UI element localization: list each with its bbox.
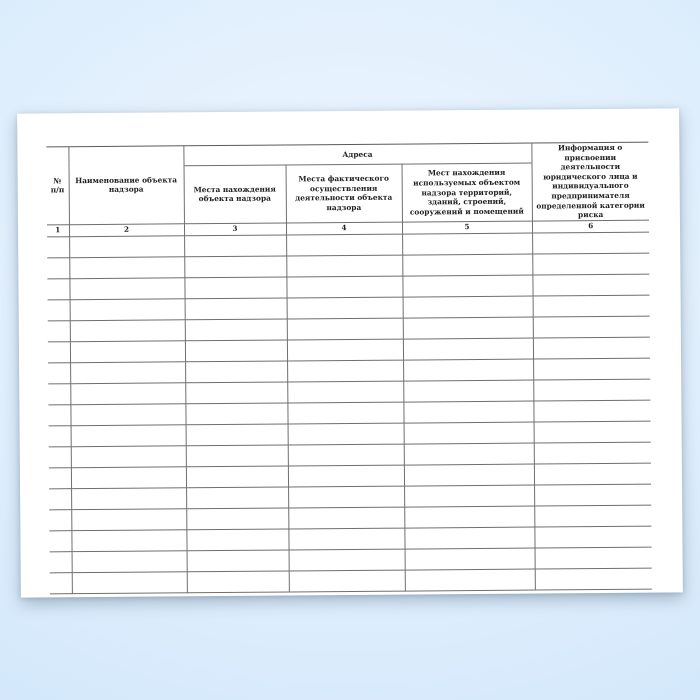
table-cell: [50, 551, 72, 572]
table-cell: [533, 295, 650, 317]
table-cell: [71, 488, 186, 510]
table-cell: [286, 276, 402, 298]
col-header-used-premises-location: Мест нахождения используемых объектом надзора территорий, зданий, строений, сооружений и помещений: [402, 163, 532, 222]
table-cell: [49, 488, 71, 509]
table-row: [50, 568, 652, 594]
table-cell: [186, 529, 288, 551]
table-cell: [70, 383, 185, 405]
table-cell: [187, 550, 289, 572]
table-cell: [48, 362, 70, 383]
col-header-object-location: Места нахождения объекта надзора: [184, 165, 286, 224]
table-cell: [404, 422, 534, 444]
table-cell: [533, 316, 650, 338]
col-header-row-number: № п/п: [46, 147, 69, 225]
table-cell: [286, 234, 402, 256]
table-cell: [535, 568, 652, 590]
table-cell: [534, 442, 651, 464]
table-cell: [532, 274, 649, 296]
table-cell: [533, 337, 650, 359]
column-number: 1: [47, 224, 69, 236]
table-cell: [404, 527, 534, 549]
column-number: 3: [184, 223, 286, 236]
table-cell: [533, 400, 650, 422]
table-cell: [48, 320, 70, 341]
table-cell: [287, 360, 403, 382]
table-cell: [534, 505, 651, 527]
supervision-objects-table: [46, 142, 651, 594]
table-cell: [404, 485, 534, 507]
table-cell: [49, 509, 71, 530]
table-cell: [72, 551, 187, 573]
table-cell: [185, 340, 287, 362]
column-number: 2: [69, 224, 184, 237]
table-cell: [185, 298, 287, 320]
table-cell: [403, 401, 533, 423]
table-cell: [70, 299, 185, 321]
table-cell: [184, 235, 286, 257]
table-cell: [288, 465, 404, 487]
table-cell: [532, 253, 649, 275]
table-cell: [185, 319, 287, 341]
table-cell: [48, 383, 70, 404]
table-cell: [71, 446, 186, 468]
table-cell: [289, 570, 405, 592]
table-cell: [402, 233, 532, 255]
table-cell: [534, 463, 651, 485]
table-cell: [533, 358, 650, 380]
table-cell: [70, 320, 185, 342]
table-cell: [69, 278, 184, 300]
table-cell: [184, 256, 286, 278]
table-cell: [70, 362, 185, 384]
table-cell: [47, 278, 69, 299]
table-cell: [533, 379, 650, 401]
table-cell: [49, 446, 71, 467]
table-cell: [287, 339, 403, 361]
table-cell: [403, 296, 533, 318]
table-cell: [185, 361, 287, 383]
col-group-header-addresses: Адреса: [183, 143, 531, 166]
table-cell: [534, 526, 651, 548]
table-cell: [535, 547, 652, 569]
table-cell: [49, 530, 71, 551]
table-cell: [184, 277, 286, 299]
table-cell: [403, 359, 533, 381]
col-header-actual-activity-location: Места фактического осуществления деятельности объекта надзора: [286, 164, 402, 223]
column-number: 4: [286, 222, 402, 235]
table-cell: [70, 341, 185, 363]
document-page: [17, 108, 683, 597]
column-number: 5: [402, 221, 532, 234]
table-cell: [48, 341, 70, 362]
table-cell: [187, 571, 289, 593]
table-cell: [71, 509, 186, 531]
table-cell: [186, 424, 288, 446]
table-cell: [286, 255, 402, 277]
table-cell: [186, 487, 288, 509]
table-cell: [48, 404, 70, 425]
table-cell: [288, 528, 404, 550]
table-cell: [69, 236, 184, 258]
table-cell: [403, 338, 533, 360]
table-cell: [49, 467, 71, 488]
table-cell: [186, 466, 288, 488]
table-cell: [405, 548, 535, 570]
table-cell: [287, 297, 403, 319]
table-cell: [288, 507, 404, 529]
table-cell: [50, 572, 72, 593]
table-cell: [532, 232, 649, 254]
table-cell: [402, 254, 532, 276]
table-cell: [288, 423, 404, 445]
table-cell: [289, 549, 405, 571]
table-cell: [287, 381, 403, 403]
table-cell: [404, 443, 534, 465]
table-cell: [186, 508, 288, 530]
table-cell: [47, 236, 69, 257]
table-cell: [403, 380, 533, 402]
table-cell: [185, 403, 287, 425]
table-cell: [71, 467, 186, 489]
table-cell: [287, 318, 403, 340]
table-cell: [49, 425, 71, 446]
table-cell: [71, 425, 186, 447]
table-cell: [71, 530, 186, 552]
col-header-risk-category-info: Информация о присвоении деятельности юридического лица и индивидуального предпринимателя определенной категории риска: [531, 142, 649, 221]
table-body: [47, 232, 652, 594]
table-cell: [288, 486, 404, 508]
table-cell: [48, 299, 70, 320]
table-cell: [404, 506, 534, 528]
table-cell: [69, 257, 184, 279]
table-header: [46, 142, 649, 236]
table-cell: [534, 421, 651, 443]
table-cell: [72, 572, 187, 594]
table-cell: [186, 445, 288, 467]
table-cell: [287, 402, 403, 424]
table-cell: [47, 257, 69, 278]
table-cell: [404, 464, 534, 486]
column-number: 6: [532, 220, 649, 233]
table-cell: [534, 484, 651, 506]
table-cell: [403, 317, 533, 339]
table-cell: [405, 569, 535, 591]
table-cell: [288, 444, 404, 466]
table-cell: [185, 382, 287, 404]
table-cell: [70, 404, 185, 426]
col-header-object-name: Наименование объекта надзора: [68, 146, 184, 225]
table-cell: [402, 275, 532, 297]
